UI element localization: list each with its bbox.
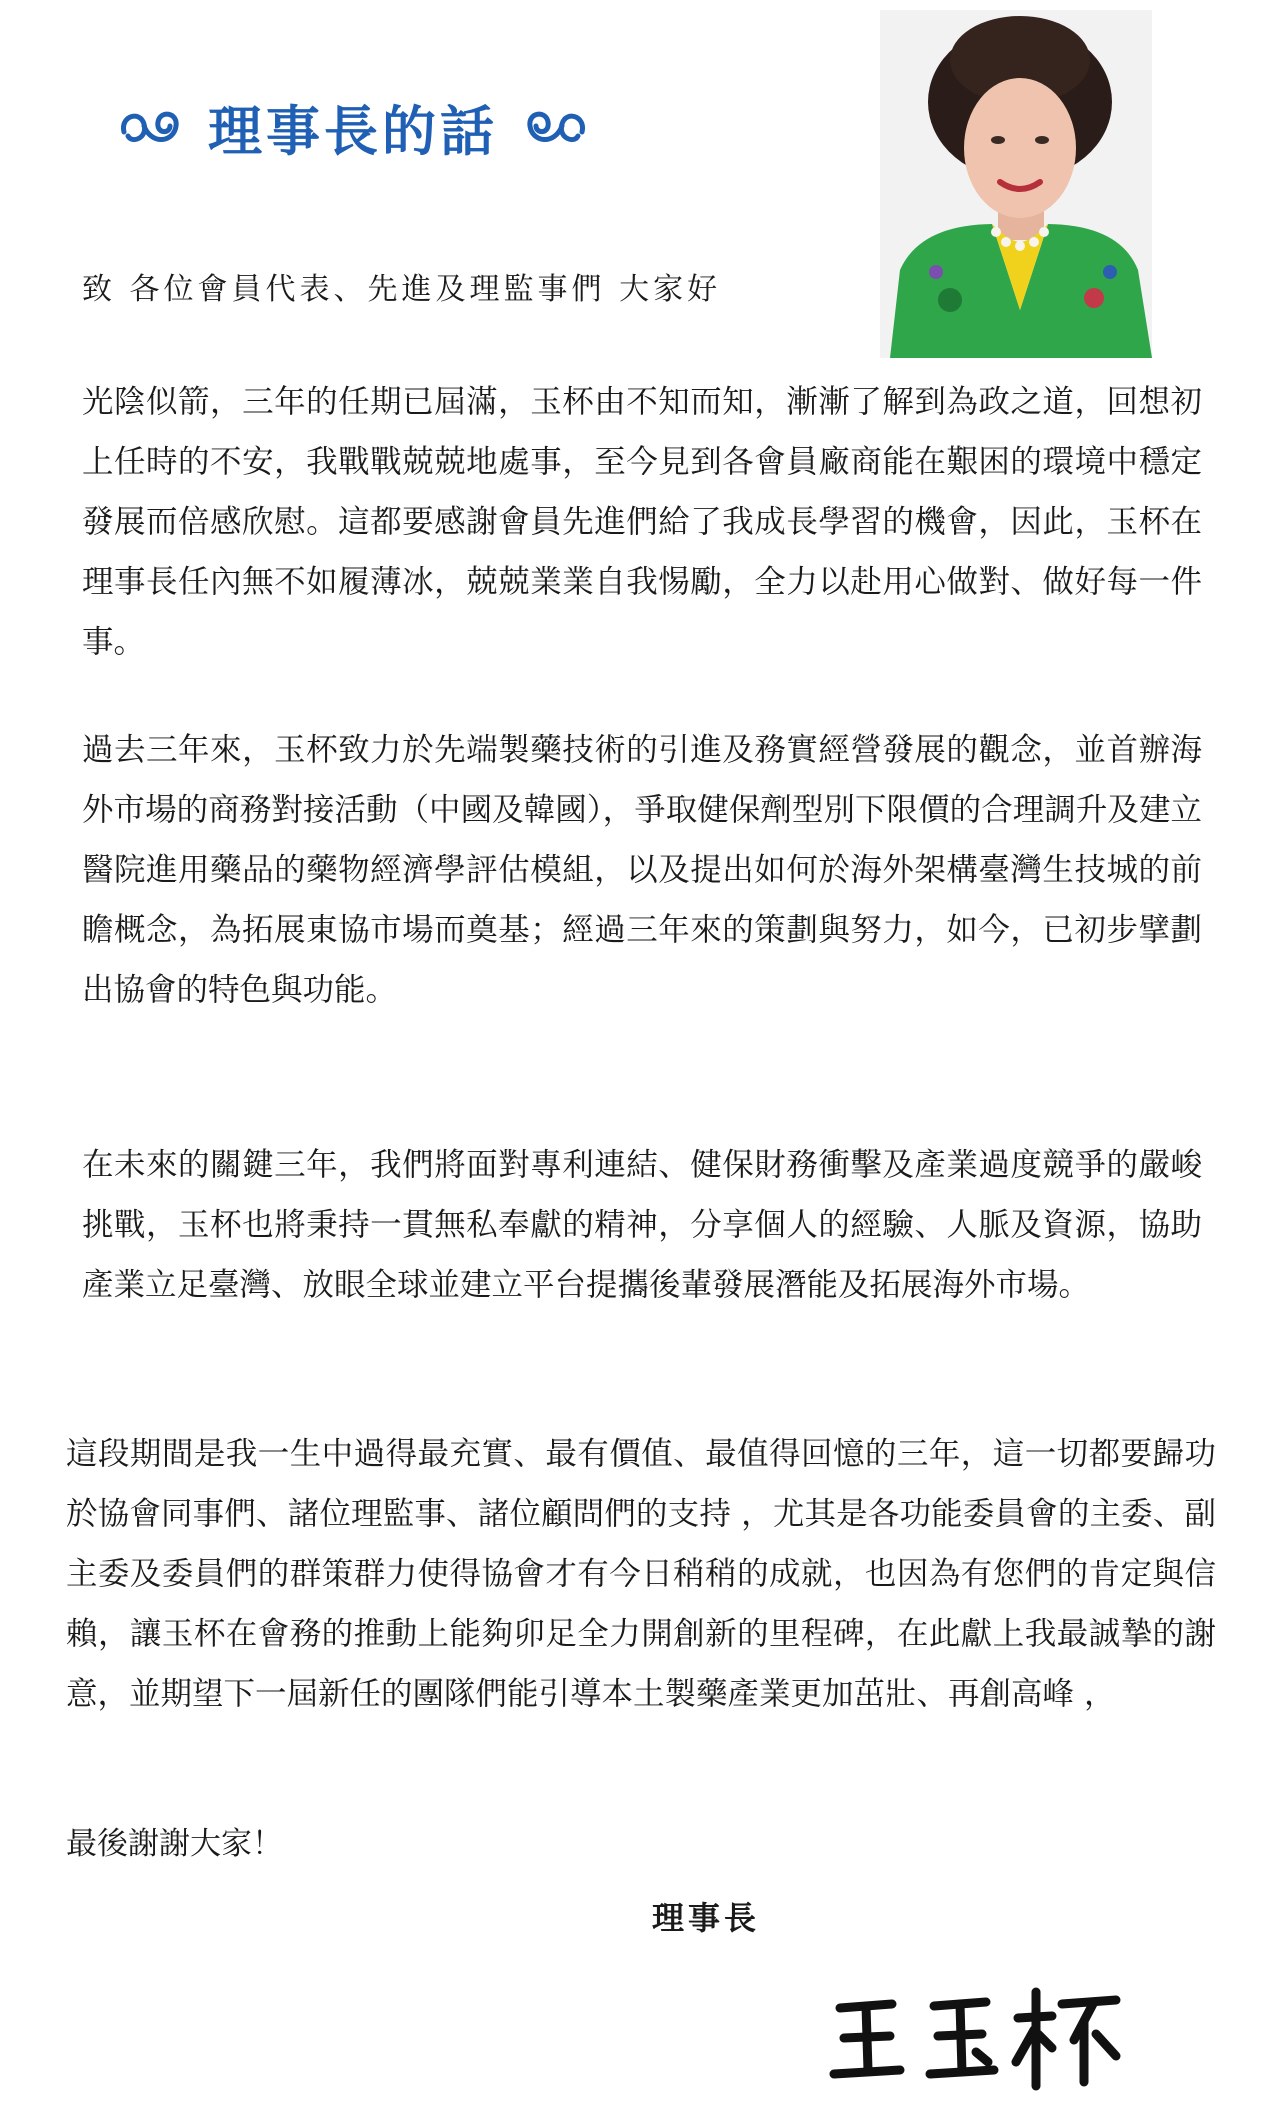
signature-title: 理事長 bbox=[652, 1899, 761, 1937]
body-paragraph-3: 在未來的關鍵三年，我們將面對專利連結、健保財務衝擊及產業過度競爭的嚴峻挑戰，玉杯也將秉持一貫無私奉獻的精神，分享個人的經驗、人脈及資源，協助產業立足臺灣、放眼全球並建立平台提攜後輩發展潛能及拓展海外市場。 bbox=[82, 1147, 1202, 1303]
page-title: 理事長的話 bbox=[208, 99, 498, 163]
handwritten-signature bbox=[826, 1978, 1126, 2098]
portrait-photo bbox=[880, 10, 1152, 358]
floral-ornament-icon bbox=[118, 102, 182, 152]
body-paragraph-2: 過去三年來，玉杯致力於先端製藥技術的引進及務實經營發展的觀念，並首辦海外市場的商務對接活動（中國及韓國），爭取健保劑型別下限價的合理調升及建立醫院進用藥品的藥物經濟學評估模組，以及提出如何於海外架構臺灣生技城的前瞻概念，為拓展東協市場而奠基；經過三年來的策劃與努力，如今，已初步擘劃出協會的特色與功能。 bbox=[82, 732, 1202, 1008]
closing-line: 最後謝謝大家！ bbox=[66, 1826, 283, 1862]
floral-ornament-icon bbox=[524, 102, 588, 152]
portrait-illustration bbox=[880, 10, 1152, 358]
page-title-row bbox=[118, 92, 588, 162]
greeting-line: 致 各位會員代表、先進及理監事們 大家好 bbox=[82, 272, 722, 307]
body-paragraph-1: 光陰似箭，三年的任期已屆滿，玉杯由不知而知，漸漸了解到為政之道，回想初上任時的不安，我戰戰兢兢地處事，至今見到各會員廠商能在艱困的環境中穩定發展而倍感欣慰。這都要感謝會員先進們給了我成長學習的機會，因此，玉杯在理事長任內無不如履薄冰，兢兢業業自我惕勵，全力以赴用心做對、做好每一件事。 bbox=[82, 384, 1202, 660]
body-paragraph-4: 這段期間是我一生中過得最充實、最有價值、最值得回憶的三年，這一切都要歸功於協會同事們、諸位理監事、諸位顧問們的支持 ，尤其是各功能委員會的主委、副主委及委員們的群策群力使得協會才有今日稍稍的成就，也因為有您們的肯定與信賴，讓玉杯在會務的推動上能夠卯足全力開創新的里程碑，在此獻上我最誠摯的謝意，並期望下一屆新任的團隊們能引導本土製藥產業更加茁壯、再創高峰 ， bbox=[66, 1436, 1216, 1712]
